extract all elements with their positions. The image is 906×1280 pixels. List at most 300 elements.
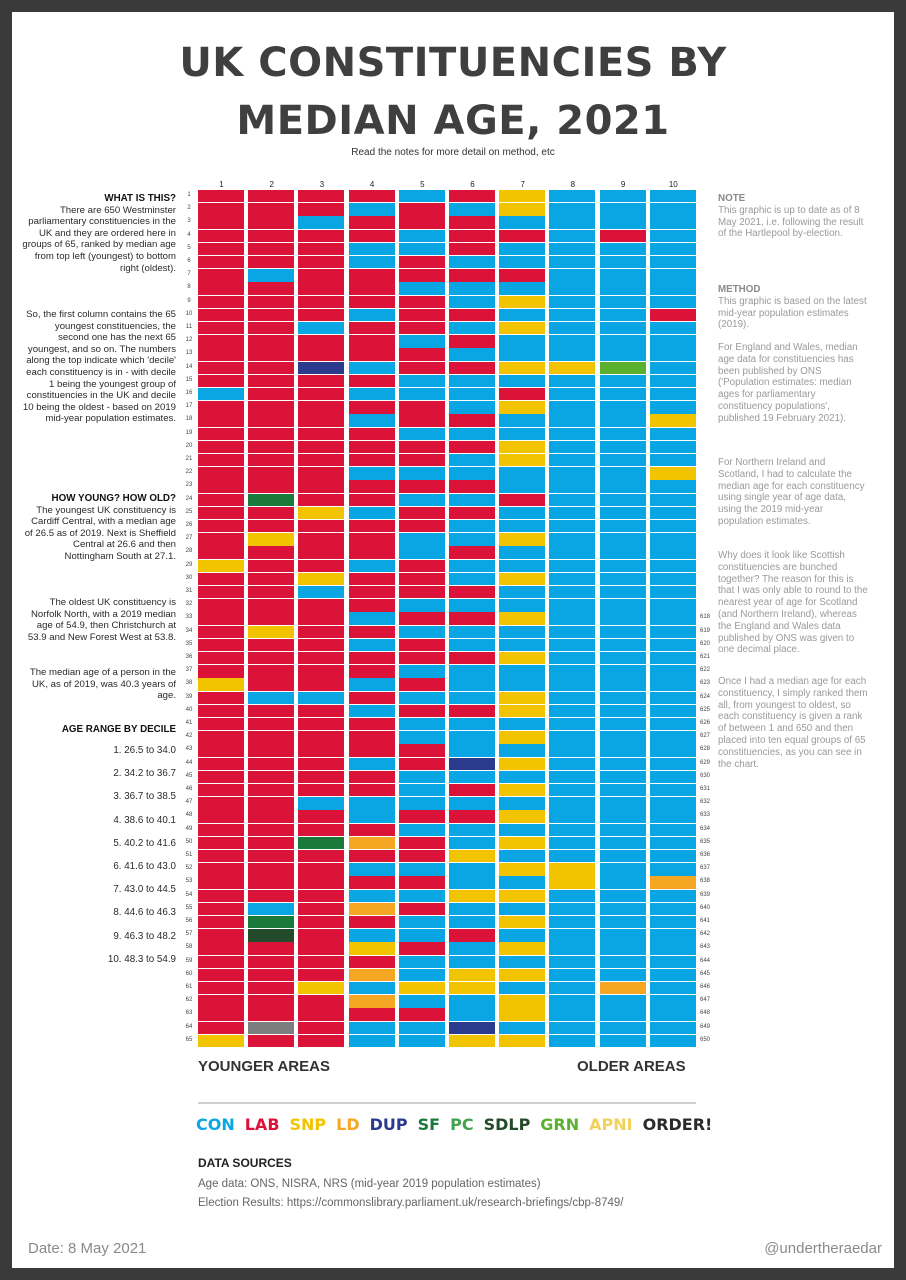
constituency-cell bbox=[399, 850, 445, 862]
constituency-cell bbox=[399, 612, 445, 624]
constituency-cell bbox=[248, 956, 294, 968]
constituency-cell bbox=[399, 441, 445, 453]
constituency-cell bbox=[349, 546, 395, 558]
constituency-cell bbox=[198, 230, 244, 242]
constituency-cell bbox=[349, 520, 395, 532]
row-rank-left: 11 bbox=[185, 324, 193, 330]
constituency-cell bbox=[449, 810, 495, 822]
row-rank-left: 24 bbox=[185, 495, 193, 502]
constituency-cell bbox=[549, 612, 595, 624]
constituency-cell bbox=[298, 560, 344, 572]
constituency-cell bbox=[298, 916, 344, 928]
constituency-cell bbox=[399, 599, 445, 611]
constituency-cell bbox=[399, 639, 445, 651]
constituency-cell bbox=[349, 916, 395, 928]
constituency-cell bbox=[298, 282, 344, 294]
constituency-cell bbox=[499, 599, 545, 611]
row-rank-left: 1 bbox=[187, 192, 191, 198]
method-paragraph-5: Once I had a median age for each constituency, I simply ranked them all, from youngest to oldest, so each constituency is given a rank of between 1 and 650 and then placed into ten equal groups of 65 constituencies, as you can see in the chart. bbox=[718, 676, 868, 770]
constituency-cell bbox=[650, 678, 696, 690]
row-rank-left: 62 bbox=[185, 997, 193, 1004]
row-rank-right: 645 bbox=[699, 970, 710, 977]
row-rank-right: 647 bbox=[699, 997, 710, 1004]
method-paragraph-1: This graphic is based on the latest mid-year population estimates (2019). bbox=[718, 295, 867, 331]
constituency-cell bbox=[198, 348, 244, 360]
constituency-cell bbox=[600, 665, 646, 677]
constituency-cell bbox=[198, 1022, 244, 1034]
constituency-cell bbox=[248, 573, 294, 585]
row-rank-right: 624 bbox=[699, 693, 710, 700]
constituency-cell bbox=[198, 269, 244, 281]
constituency-cell bbox=[198, 335, 244, 347]
constituency-cell bbox=[600, 784, 646, 796]
constituency-cell bbox=[449, 573, 495, 585]
constituency-cell bbox=[650, 903, 696, 915]
constituency-cell bbox=[198, 639, 244, 651]
row-rank-left: 22 bbox=[185, 469, 193, 476]
constituency-cell bbox=[349, 995, 395, 1007]
decile-number: 8 bbox=[570, 180, 576, 189]
constituency-cell bbox=[449, 903, 495, 915]
constituency-cell bbox=[198, 969, 244, 981]
constituency-cell bbox=[248, 626, 294, 638]
constituency-cell bbox=[449, 692, 495, 704]
legend-item-pc: PC bbox=[450, 1115, 474, 1134]
row-rank-left: 27 bbox=[185, 535, 193, 542]
constituency-cell bbox=[650, 916, 696, 928]
constituency-cell bbox=[349, 216, 395, 228]
constituency-cell bbox=[349, 533, 395, 545]
constituency-cell bbox=[248, 546, 294, 558]
constituency-cell bbox=[349, 441, 395, 453]
constituency-cell bbox=[449, 441, 495, 453]
constituency-cell bbox=[349, 784, 395, 796]
constituency-cell bbox=[248, 824, 294, 836]
constituency-cell bbox=[198, 573, 244, 585]
constituency-cell bbox=[549, 995, 595, 1007]
constituency-cell bbox=[298, 388, 344, 400]
constituency-cell bbox=[298, 652, 344, 664]
title-line-2: MEDIAN AGE, 2021 bbox=[236, 98, 670, 144]
row-rank-left: 55 bbox=[185, 904, 193, 911]
row-rank-right: 642 bbox=[699, 931, 710, 938]
constituency-cell bbox=[600, 573, 646, 585]
constituency-cell bbox=[549, 876, 595, 888]
constituency-cell bbox=[298, 454, 344, 466]
constituency-cell bbox=[198, 876, 244, 888]
constituency-cell bbox=[298, 705, 344, 717]
constituency-cell bbox=[650, 929, 696, 941]
constituency-cell bbox=[650, 507, 696, 519]
row-rank-left: 17 bbox=[185, 403, 193, 410]
constituency-cell bbox=[549, 1035, 595, 1047]
constituency-cell bbox=[650, 586, 696, 598]
constituency-cell bbox=[499, 533, 545, 545]
constituency-cell bbox=[650, 546, 696, 558]
constituency-cell bbox=[248, 771, 294, 783]
method-section bbox=[718, 284, 868, 331]
legend-item-apni: APNI bbox=[589, 1115, 633, 1134]
constituency-cell bbox=[198, 546, 244, 558]
method-heading: METHOD bbox=[718, 284, 761, 295]
constituency-cell bbox=[198, 850, 244, 862]
method-paragraph-4: Why does it look like Scottish constituencies are bunched together? The reason for this is that I was only able to round to the nearest year of age for Scotland (and Northern Ireland), whereas the England and Wales data published by ONS was given to one decimal place. bbox=[718, 550, 868, 656]
constituency-cell bbox=[499, 190, 545, 202]
constituency-cell bbox=[449, 678, 495, 690]
constituency-cell bbox=[248, 784, 294, 796]
legend-item-order: ORDER! bbox=[642, 1115, 713, 1134]
constituency-cell bbox=[449, 454, 495, 466]
constituency-cell bbox=[399, 467, 445, 479]
constituency-cell bbox=[600, 652, 646, 664]
constituency-cell bbox=[449, 428, 495, 440]
constituency-cell bbox=[650, 797, 696, 809]
constituency-cell bbox=[499, 428, 545, 440]
constituency-cell bbox=[399, 216, 445, 228]
row-rank-right: 620 bbox=[699, 640, 710, 647]
constituency-cell bbox=[248, 744, 294, 756]
constituency-cell bbox=[399, 705, 445, 717]
constituency-cell bbox=[600, 863, 646, 875]
constituency-cell bbox=[499, 850, 545, 862]
constituency-cell bbox=[650, 758, 696, 770]
constituency-cell bbox=[449, 863, 495, 875]
row-rank-right: 628 bbox=[699, 746, 710, 753]
constituency-cell bbox=[349, 863, 395, 875]
constituency-cell bbox=[349, 797, 395, 809]
constituency-cell bbox=[198, 758, 244, 770]
constituency-cell bbox=[449, 824, 495, 836]
constituency-cell bbox=[349, 414, 395, 426]
constituency-cell bbox=[298, 533, 344, 545]
constituency-cell bbox=[449, 982, 495, 994]
constituency-cell bbox=[198, 256, 244, 268]
constituency-cell bbox=[449, 626, 495, 638]
constituency-cell bbox=[198, 375, 244, 387]
constituency-cell bbox=[198, 731, 244, 743]
constituency-cell bbox=[449, 190, 495, 202]
row-rank-left: 42 bbox=[185, 733, 193, 740]
constituency-cell bbox=[298, 929, 344, 941]
decile-range-2: 2. 34.2 to 36.7 bbox=[113, 768, 176, 780]
method-paragraph-3: For Northern Ireland and Scotland, I had to calculate the median age for each constituency using single year of age data, using the 2019 mid-year population estimates. bbox=[718, 457, 865, 527]
constituency-cell bbox=[600, 758, 646, 770]
constituency-cell bbox=[549, 639, 595, 651]
constituency-cell bbox=[349, 256, 395, 268]
constituency-cell bbox=[549, 362, 595, 374]
constituency-cell bbox=[399, 969, 445, 981]
constituency-cell bbox=[499, 692, 545, 704]
constituency-cell bbox=[248, 850, 294, 862]
constituency-cell bbox=[449, 256, 495, 268]
constituency-cell bbox=[298, 903, 344, 915]
constituency-cell bbox=[248, 876, 294, 888]
constituency-cell bbox=[499, 969, 545, 981]
title-line-1: UK CONSTITUENCIES BY bbox=[179, 40, 727, 86]
constituency-cell bbox=[499, 388, 545, 400]
constituency-cell bbox=[399, 916, 445, 928]
constituency-cell bbox=[499, 454, 545, 466]
row-rank-right: 627 bbox=[699, 733, 710, 740]
constituency-cell bbox=[298, 810, 344, 822]
constituency-cell bbox=[298, 428, 344, 440]
constituency-cell bbox=[650, 256, 696, 268]
constituency-cell bbox=[198, 494, 244, 506]
constituency-cell bbox=[499, 335, 545, 347]
constituency-cell bbox=[600, 969, 646, 981]
constituency-cell bbox=[600, 942, 646, 954]
constituency-cell bbox=[499, 916, 545, 928]
constituency-cell bbox=[600, 203, 646, 215]
constituency-cell bbox=[298, 612, 344, 624]
decile-range-3: 3. 36.7 to 38.5 bbox=[113, 791, 176, 803]
constituency-cell bbox=[349, 573, 395, 585]
constituency-cell bbox=[349, 1035, 395, 1047]
legend-item-dup: DUP bbox=[369, 1115, 408, 1134]
constituency-cell bbox=[600, 995, 646, 1007]
constituency-cell bbox=[549, 718, 595, 730]
constituency-cell bbox=[399, 573, 445, 585]
constituency-cell bbox=[549, 784, 595, 796]
constituency-cell bbox=[499, 375, 545, 387]
constituency-cell bbox=[650, 441, 696, 453]
constituency-cell bbox=[399, 309, 445, 321]
constituency-cell bbox=[650, 850, 696, 862]
constituency-cell bbox=[650, 863, 696, 875]
decile-range-9: 9. 46.3 to 48.2 bbox=[113, 930, 176, 942]
constituency-cell bbox=[399, 322, 445, 334]
constituency-cell bbox=[600, 216, 646, 228]
constituency-cell bbox=[449, 929, 495, 941]
constituency-cell bbox=[549, 626, 595, 638]
constituency-cell bbox=[349, 718, 395, 730]
constituency-cell bbox=[650, 533, 696, 545]
row-rank-left: 20 bbox=[185, 442, 193, 449]
row-rank-left: 53 bbox=[185, 878, 193, 885]
constituency-cell bbox=[549, 467, 595, 479]
constituency-cell bbox=[298, 850, 344, 862]
constituency-cell bbox=[399, 810, 445, 822]
constituency-cell bbox=[650, 494, 696, 506]
row-rank-right: 621 bbox=[699, 654, 710, 660]
constituency-cell bbox=[600, 771, 646, 783]
constituency-cell bbox=[198, 467, 244, 479]
constituency-cell bbox=[248, 441, 294, 453]
constituency-cell bbox=[349, 771, 395, 783]
constituency-cell bbox=[298, 467, 344, 479]
constituency-cell bbox=[449, 599, 495, 611]
constituency-cell bbox=[198, 718, 244, 730]
constituency-cell bbox=[198, 942, 244, 954]
constituency-cell bbox=[248, 612, 294, 624]
constituency-cell bbox=[499, 216, 545, 228]
constituency-cell bbox=[298, 216, 344, 228]
constituency-cell bbox=[650, 969, 696, 981]
constituency-cell bbox=[600, 731, 646, 743]
constituency-cell bbox=[549, 441, 595, 453]
constituency-cell bbox=[298, 230, 344, 242]
constituency-cell bbox=[650, 467, 696, 479]
constituency-cell bbox=[499, 362, 545, 374]
row-rank-left: 38 bbox=[185, 680, 193, 687]
constituency-cell bbox=[650, 665, 696, 677]
constituency-cell bbox=[298, 573, 344, 585]
constituency-cell bbox=[600, 982, 646, 994]
constituency-cell bbox=[600, 1008, 646, 1020]
constituency-cell bbox=[248, 494, 294, 506]
constituency-cell bbox=[198, 441, 244, 453]
constituency-cell bbox=[198, 903, 244, 915]
constituency-cell bbox=[600, 1022, 646, 1034]
constituency-cell bbox=[349, 428, 395, 440]
constituency-cell bbox=[449, 296, 495, 308]
decile-range-8: 8. 44.6 to 46.3 bbox=[113, 907, 176, 919]
constituency-cell bbox=[650, 296, 696, 308]
constituency-cell bbox=[298, 494, 344, 506]
constituency-cell bbox=[449, 216, 495, 228]
legend-item-lab: LAB bbox=[244, 1115, 280, 1134]
constituency-cell bbox=[499, 863, 545, 875]
constituency-cell bbox=[600, 639, 646, 651]
constituency-cell bbox=[298, 256, 344, 268]
row-rank-left: 23 bbox=[185, 482, 193, 489]
row-rank-left: 64 bbox=[185, 1023, 193, 1030]
constituency-cell bbox=[650, 282, 696, 294]
constituency-cell bbox=[198, 1035, 244, 1047]
constituency-cell bbox=[549, 982, 595, 994]
row-rank-right: 646 bbox=[699, 984, 710, 990]
constituency-cell bbox=[449, 507, 495, 519]
constituency-cell bbox=[399, 256, 445, 268]
constituency-cell bbox=[449, 388, 495, 400]
constituency-cell bbox=[449, 1035, 495, 1047]
constituency-cell bbox=[650, 520, 696, 532]
constituency-cell bbox=[298, 692, 344, 704]
constituency-cell bbox=[449, 652, 495, 664]
row-rank-right: 644 bbox=[699, 957, 710, 964]
constituency-cell bbox=[449, 995, 495, 1007]
constituency-cell bbox=[248, 480, 294, 492]
constituency-cell bbox=[499, 256, 545, 268]
what-section bbox=[22, 193, 176, 274]
decile-number: 5 bbox=[420, 180, 425, 189]
constituency-cell bbox=[600, 612, 646, 624]
constituency-cell bbox=[549, 903, 595, 915]
constituency-cell bbox=[449, 665, 495, 677]
constituency-cell bbox=[650, 190, 696, 202]
constituency-cell bbox=[399, 586, 445, 598]
constituency-cell bbox=[198, 243, 244, 255]
constituency-cell bbox=[650, 876, 696, 888]
row-rank-left: 59 bbox=[185, 957, 193, 964]
constituency-cell bbox=[349, 560, 395, 572]
constituency-cell bbox=[600, 454, 646, 466]
constituency-cell bbox=[349, 731, 395, 743]
row-rank-left: 40 bbox=[185, 706, 193, 713]
constituency-cell bbox=[198, 296, 244, 308]
row-rank-right: 626 bbox=[699, 720, 710, 726]
constituency-cell bbox=[600, 269, 646, 281]
constituency-cell bbox=[499, 414, 545, 426]
constituency-cell bbox=[650, 942, 696, 954]
constituency-cell bbox=[449, 942, 495, 954]
constituency-cell bbox=[399, 401, 445, 413]
constituency-cell bbox=[298, 982, 344, 994]
constituency-cell bbox=[198, 692, 244, 704]
row-rank-left: 46 bbox=[185, 786, 193, 792]
constituency-cell bbox=[549, 599, 595, 611]
constituency-cell bbox=[248, 586, 294, 598]
constituency-cell bbox=[198, 388, 244, 400]
constituency-cell bbox=[399, 560, 445, 572]
constituency-cell bbox=[499, 652, 545, 664]
row-rank-left: 31 bbox=[185, 588, 193, 594]
constituency-cell bbox=[600, 956, 646, 968]
note-heading: NOTE bbox=[718, 193, 746, 204]
constituency-cell bbox=[248, 467, 294, 479]
constituency-cell bbox=[499, 573, 545, 585]
constituency-cell bbox=[198, 322, 244, 334]
constituency-cell bbox=[248, 969, 294, 981]
row-rank-left: 49 bbox=[185, 825, 193, 832]
legend-item-grn: GRN bbox=[540, 1115, 580, 1134]
constituency-cell bbox=[449, 718, 495, 730]
date-label: Date: 8 May 2021 bbox=[28, 1240, 147, 1257]
constituency-cell bbox=[198, 916, 244, 928]
constituency-cell bbox=[600, 494, 646, 506]
row-rank-left: 9 bbox=[187, 297, 191, 304]
constituency-cell bbox=[549, 348, 595, 360]
constituency-cell bbox=[499, 665, 545, 677]
decile-number: 2 bbox=[269, 180, 274, 189]
row-rank-left: 57 bbox=[185, 931, 193, 938]
constituency-cell bbox=[298, 520, 344, 532]
constituency-cell bbox=[198, 678, 244, 690]
constituency-cell bbox=[349, 348, 395, 360]
constituency-cell bbox=[399, 876, 445, 888]
constituency-cell bbox=[600, 507, 646, 519]
constituency-cell bbox=[499, 810, 545, 822]
constituency-cell bbox=[248, 282, 294, 294]
constituency-cell bbox=[298, 995, 344, 1007]
row-rank-left: 29 bbox=[185, 561, 193, 568]
constituency-cell bbox=[349, 243, 395, 255]
constituency-cell bbox=[298, 837, 344, 849]
constituency-cell bbox=[549, 190, 595, 202]
constituency-cell bbox=[449, 546, 495, 558]
constituency-cell bbox=[298, 441, 344, 453]
constituency-cell bbox=[248, 916, 294, 928]
constituency-cell bbox=[248, 388, 294, 400]
constituency-cell bbox=[650, 599, 696, 611]
constituency-cell bbox=[600, 876, 646, 888]
constituency-cell bbox=[399, 995, 445, 1007]
constituency-cell bbox=[248, 863, 294, 875]
constituency-cell bbox=[298, 586, 344, 598]
legend-item-ld: LD bbox=[336, 1115, 360, 1134]
constituency-cell bbox=[499, 520, 545, 532]
constituency-cell bbox=[198, 810, 244, 822]
constituency-cell bbox=[349, 586, 395, 598]
constituency-cell bbox=[449, 771, 495, 783]
constituency-cell bbox=[248, 665, 294, 677]
constituency-cell bbox=[349, 810, 395, 822]
constituency-cell bbox=[499, 1035, 545, 1047]
constituency-cell bbox=[298, 322, 344, 334]
constituency-cell bbox=[549, 1008, 595, 1020]
constituency-cell bbox=[449, 850, 495, 862]
constituency-cell bbox=[298, 375, 344, 387]
